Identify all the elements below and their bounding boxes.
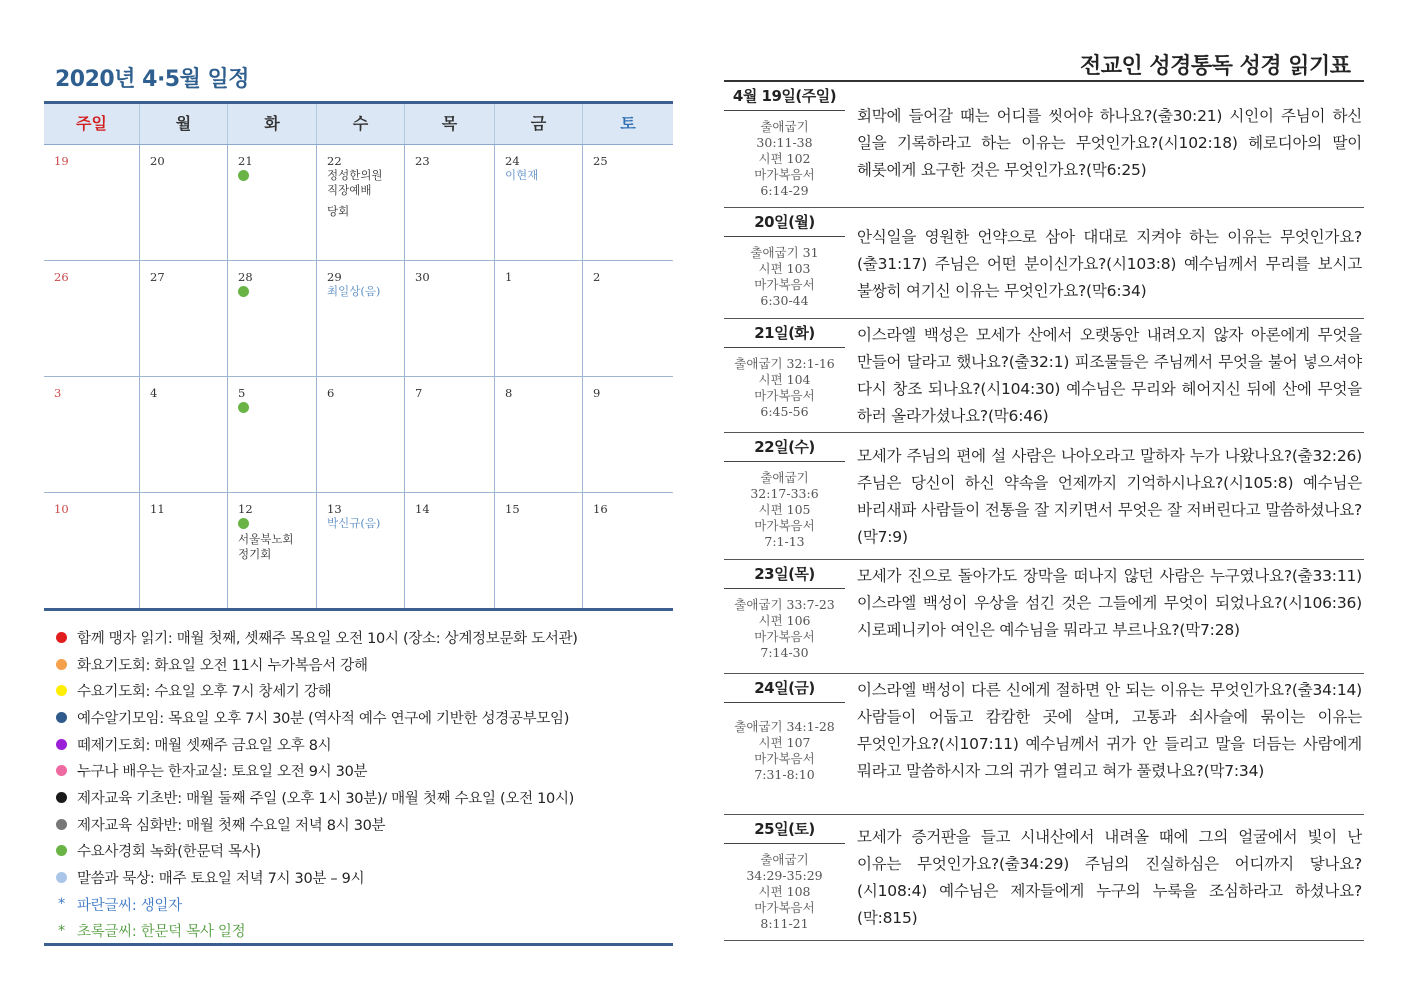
- ref-line: 6:45-56: [760, 404, 809, 419]
- reading-left-column: [724, 674, 845, 783]
- day-number: 12: [238, 502, 253, 516]
- legend-item: [56, 784, 676, 811]
- ref-line: 출애굽기: [760, 470, 809, 485]
- calendar-day: [583, 493, 673, 608]
- calendar-day: [228, 145, 317, 260]
- legend-item: [56, 704, 676, 731]
- orange-dot-icon: [56, 659, 67, 670]
- calendar-day: [405, 145, 495, 260]
- calendar-day: [140, 261, 228, 376]
- yellow-dot-icon: [56, 685, 67, 696]
- calendar-day: [317, 377, 405, 492]
- event-text: 정기회: [238, 547, 272, 561]
- day-number: 13: [327, 502, 342, 516]
- reading-date: 4월 19일(주일): [724, 82, 845, 111]
- legend-note-green: [56, 918, 676, 945]
- reading-day: [724, 815, 1364, 941]
- calendar-day: [495, 493, 583, 608]
- event-text: 직장예배: [327, 183, 372, 197]
- ref-line: 마가복음서: [754, 167, 815, 182]
- legend-text: 예수알기모임: 목요일 오후 7시 30분 (역사적 예수 연구에 기반한 성경공부모임): [77, 710, 570, 727]
- reading-day: [724, 674, 1364, 815]
- legend-item: [56, 677, 676, 704]
- weekday-wed: 수: [317, 104, 405, 144]
- weekday-sun: 주일: [44, 104, 140, 144]
- reading-refs: [724, 703, 845, 783]
- calendar-day: [140, 493, 228, 608]
- reading-date: 25일(토): [724, 815, 845, 844]
- calendar-weekday-header: [44, 104, 673, 145]
- legend-text: 제자교육 기초반: 매월 둘째 주일 (오후 1시 30분)/ 매월 첫째 수요일 (오전 10시): [77, 790, 575, 807]
- calendar-day: [317, 145, 405, 260]
- reading-day: [724, 82, 1364, 208]
- day-number: 5: [238, 386, 246, 400]
- day-number: 9: [593, 386, 601, 400]
- calendar-day: [495, 145, 583, 260]
- reading-day: [724, 433, 1364, 560]
- calendar-week: [44, 261, 673, 377]
- day-number: 26: [54, 270, 69, 284]
- day-number: 4: [150, 386, 158, 400]
- reading-refs: [724, 237, 845, 309]
- reading-refs: [724, 462, 845, 550]
- reading-refs: [724, 348, 845, 420]
- calendar-day: [405, 493, 495, 608]
- legend: [56, 624, 676, 944]
- ref-line: 32:17-33:6: [750, 486, 819, 501]
- ref-line: 출애굽기 32:1-16: [734, 356, 835, 371]
- calendar-day: [228, 261, 317, 376]
- reading-left-column: [724, 433, 845, 550]
- ref-line: 7:14-30: [760, 645, 809, 660]
- reading-date: 23일(목): [724, 560, 845, 589]
- weekday-mon: 월: [140, 104, 228, 144]
- ref-line: 시편 107: [758, 735, 811, 750]
- legend-item: [56, 624, 676, 651]
- reading-left-column: [724, 815, 845, 932]
- reading-question: 안식일을 영원한 언약으로 삼아 대대로 지켜야 하는 이유는 무엇인가요?(출31:17) 주님은 어떤 분이신가요?(시103:8) 예수님께서 무리를 보시고 불쌍히 여기신 이유는 무엇인가요?(막6:34): [857, 228, 1362, 300]
- reading-refs: [724, 111, 845, 199]
- weekday-tue: 화: [228, 104, 317, 144]
- green-dot-icon: [56, 845, 67, 856]
- legend-text: 수요사경회 녹화(한문덕 목사): [77, 844, 261, 861]
- calendar-week: [44, 145, 673, 261]
- legend-item: [56, 838, 676, 865]
- day-number: 24: [505, 154, 520, 168]
- reading-date: 24일(금): [724, 674, 845, 703]
- calendar-day: [140, 145, 228, 260]
- reading-refs: [724, 589, 845, 661]
- birthday-text: 이현재: [505, 168, 539, 182]
- day-number: 15: [505, 502, 520, 516]
- ref-line: 시편 103: [758, 261, 811, 276]
- ref-line: 출애굽기 34:1-28: [734, 719, 835, 734]
- day-number: 28: [238, 270, 253, 284]
- event-text: 서울북노회: [238, 532, 294, 546]
- black-dot-icon: [56, 792, 67, 803]
- calendar: [44, 101, 673, 611]
- asterisk-icon: *: [58, 922, 65, 939]
- calendar-day: [495, 261, 583, 376]
- ref-line: 시편 106: [758, 613, 811, 628]
- ref-line: 시편 105: [758, 502, 811, 517]
- ref-line: 시편 108: [758, 884, 811, 899]
- reading-question: 모세가 진으로 돌아가도 장막을 떠나지 않던 사람은 누구였나요?(출33:11) 이스라엘 백성이 우상을 섬긴 것은 그들에게 무엇이 되었나요?(시106:36) 시로페니키아 여인은 예수님을 뭐라고 부르나요?(막7:28): [857, 567, 1362, 639]
- gray-dot-icon: [56, 819, 67, 830]
- calendar-week: [44, 377, 673, 493]
- calendar-day: [44, 261, 140, 376]
- day-number: 6: [327, 386, 335, 400]
- reading-question: 이스라엘 백성은 모세가 산에서 오랫동안 내려오지 않자 아론에게 무엇을 만들어 달라고 했나요?(출32:1) 피조물들은 주님께서 무엇을 불어 넣으셔야 다시 창조 되나요?(시104:30) 예수님은 무리와 헤어지신 뒤에 산에 무엇을 하러 올라가셨나요?(막6:46): [857, 326, 1362, 425]
- day-number: 20: [150, 154, 165, 168]
- reading-question: 이스라엘 백성이 다른 신에게 절하면 안 되는 이유는 무엇인가요?(출34:14) 사람들이 어둡고 캄캄한 곳에 살며, 고통과 쇠사슬에 묶이는 이유는 무엇인가요?(시107:11) 예수님께서 귀가 안 들리고 말을 더듬는 사람에게 뭐라고 말씀하시자 그의 귀가 열리고 혀가 풀렸나요?(막7:34): [857, 681, 1362, 780]
- legend-text: 제자교육 심화반: 매월 첫째 수요일 저녁 8시 30분: [77, 817, 386, 834]
- weekday-sat: 토: [620, 114, 636, 133]
- reading-day: [724, 560, 1364, 674]
- legend-item: [56, 757, 676, 784]
- calendar-title: 2020년 4·5월 일정: [55, 67, 250, 92]
- weekday-thu: 목: [405, 104, 495, 144]
- ref-line: 마가복음서: [754, 518, 815, 533]
- birthday-text: 최일상(음): [327, 284, 381, 298]
- calendar-day: [44, 145, 140, 260]
- day-number: 7: [415, 386, 423, 400]
- reading-date: 20일(월): [724, 208, 845, 237]
- ref-line: 7:31-8:10: [754, 767, 815, 782]
- reading-left-column: [724, 208, 845, 309]
- calendar-day: [228, 493, 317, 608]
- reading-refs: [724, 844, 845, 932]
- ref-line: 34:29-35:29: [746, 868, 823, 883]
- legend-text: 화요기도회: 화요일 오전 11시 누가복음서 강해: [77, 657, 368, 674]
- reading-left-column: [724, 82, 845, 199]
- day-number: 22: [327, 154, 342, 168]
- ref-line: 시편 102: [758, 151, 811, 166]
- legend-note-blue: [56, 891, 676, 918]
- legend-text: 말씀과 묵상: 매주 토요일 저녁 7시 30분 – 9시: [77, 871, 365, 888]
- reading-question: 모세가 주님의 편에 설 사람은 나아오라고 말하자 누가 나왔나요?(출32:26) 주님은 당신이 하신 약속을 언제까지 기억하시나요?(시105:8) 예수님은 바리새파 사람들이 전통을 잘 지키면서 무엇은 잘 저버린다고 말씀하셨나요?(막7:9): [857, 447, 1362, 546]
- ref-line: 마가복음서: [754, 629, 815, 644]
- calendar-day: [317, 493, 405, 608]
- calendar-day: [583, 261, 673, 376]
- ref-line: 시편 104: [758, 372, 811, 387]
- calendar-day: [44, 493, 140, 608]
- legend-item: [56, 651, 676, 678]
- ref-line: 6:30-44: [760, 293, 809, 308]
- reading-left-column: [724, 560, 845, 661]
- legend-note-text: 초록글씨: 한문덕 목사 일정: [77, 924, 246, 941]
- birthday-text: 박신규(음): [327, 516, 381, 530]
- calendar-day: [140, 377, 228, 492]
- legend-bottom-rule: [44, 943, 673, 946]
- legend-text: 누구나 배우는 한자교실: 토요일 오전 9시 30분: [77, 764, 368, 781]
- calendar-day: [583, 145, 673, 260]
- red-dot-icon: [56, 632, 67, 643]
- ref-line: 마가복음서: [754, 751, 815, 766]
- ref-line: 출애굽기 31: [750, 245, 819, 260]
- reading-title: 전교인 성경통독 성경 읽기표: [1080, 54, 1351, 79]
- calendar-day: [405, 377, 495, 492]
- day-number: 29: [327, 270, 342, 284]
- calendar-day: [405, 261, 495, 376]
- calendar-day: [317, 261, 405, 376]
- day-number: 3: [54, 386, 62, 400]
- reading-day: [724, 319, 1364, 433]
- day-number: 19: [54, 154, 69, 168]
- legend-text: 함께 맹자 읽기: 매월 첫째, 셋째주 목요일 오전 10시 (장소: 상계정보문화 도서관): [77, 630, 578, 647]
- ref-line: 6:14-29: [760, 183, 809, 198]
- weekday-fri: 금: [495, 104, 583, 144]
- day-number: 21: [238, 154, 253, 168]
- ref-line: 마가복음서: [754, 900, 815, 915]
- green-dot-icon: [238, 170, 249, 181]
- ref-line: 30:11-38: [756, 135, 813, 150]
- ref-line: 출애굽기: [760, 119, 809, 134]
- purple-dot-icon: [56, 739, 67, 750]
- legend-item: [56, 811, 676, 838]
- day-number: 23: [415, 154, 430, 168]
- calendar-day: [228, 377, 317, 492]
- green-dot-icon: [238, 518, 249, 529]
- reading-left-column: [724, 319, 845, 420]
- day-number: 16: [593, 502, 608, 516]
- event-text: 당회: [327, 204, 350, 218]
- day-number: 27: [150, 270, 165, 284]
- calendar-day: [583, 377, 673, 492]
- reading-question: 회막에 들어갈 때는 어디를 씻어야 하나요?(출30:21) 시인이 주님이 하신 일을 기록하라고 하는 이유는 무엇인가요?(시102:18) 헤로디아의 딸이 헤롯에게 요구한 것은 무엇인가요?(막6:25): [857, 107, 1362, 179]
- pink-dot-icon: [56, 765, 67, 776]
- legend-item: [56, 731, 676, 758]
- asterisk-icon: *: [58, 896, 65, 913]
- reading-date: 22일(수): [724, 433, 845, 462]
- reading-question: 모세가 증거판을 들고 시내산에서 내려올 때에 그의 얼굴에서 빛이 난 이유는 무엇인가요?(출34:29) 주님의 진실하심은 어디까지 닿나요?(시108:4) 예수님은 제자들에게 누구의 누룩을 조심하라고 하셨나요?(막:815): [857, 828, 1362, 927]
- navy-dot-icon: [56, 712, 67, 723]
- ref-line: 7:1-13: [764, 534, 805, 549]
- ref-line: 출애굽기: [760, 852, 809, 867]
- reading-day: [724, 208, 1364, 319]
- calendar-day: [44, 377, 140, 492]
- reading-date: 21일(화): [724, 319, 845, 348]
- calendar-day: [495, 377, 583, 492]
- legend-note-text: 파란글씨: 생일자: [77, 897, 182, 914]
- day-number: 30: [415, 270, 430, 284]
- day-number: 14: [415, 502, 430, 516]
- green-dot-icon: [238, 402, 249, 413]
- day-number: 10: [54, 502, 69, 516]
- legend-item: [56, 864, 676, 891]
- day-number: 2: [593, 270, 601, 284]
- ref-line: 마가복음서: [754, 388, 815, 403]
- ref-line: 마가복음서: [754, 277, 815, 292]
- lightblue-dot-icon: [56, 872, 67, 883]
- event-text: 정성한의원: [327, 168, 383, 182]
- day-number: 8: [505, 386, 513, 400]
- day-number: 25: [593, 154, 608, 168]
- legend-text: 수요기도회: 수요일 오후 7시 창세기 강해: [77, 684, 332, 701]
- day-number: 11: [150, 502, 165, 516]
- ref-line: 출애굽기 33:7-23: [734, 597, 835, 612]
- calendar-week: [44, 493, 673, 611]
- legend-text: 떼제기도회: 매월 셋째주 금요일 오후 8시: [77, 737, 332, 754]
- green-dot-icon: [238, 286, 249, 297]
- ref-line: 8:11-21: [760, 916, 809, 931]
- day-number: 1: [505, 270, 513, 284]
